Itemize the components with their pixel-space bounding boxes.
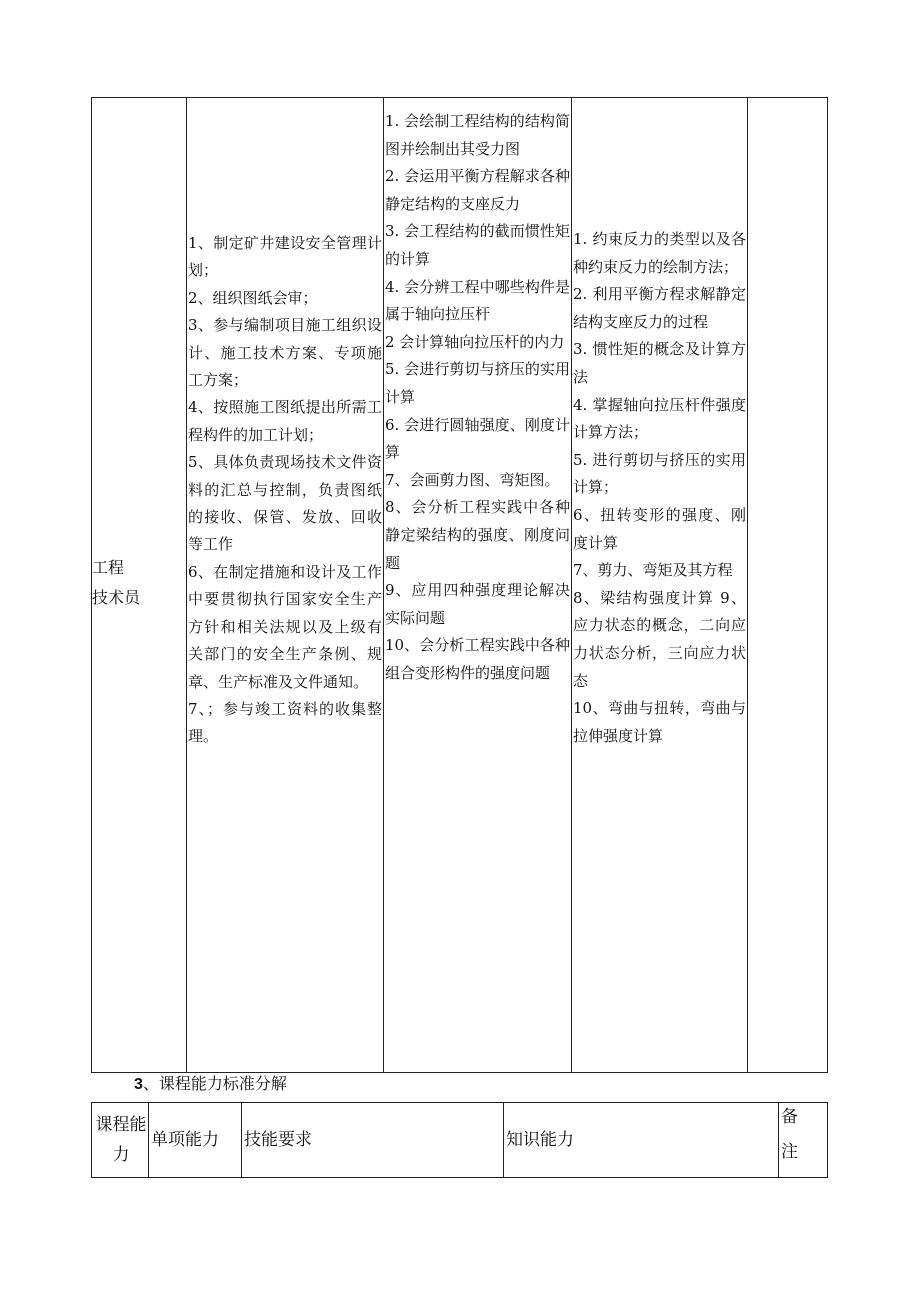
duty-item: 7、；参与竣工资料的收集整理。 — [188, 699, 382, 746]
column-divider — [186, 97, 187, 1073]
table-border-top — [91, 1102, 828, 1103]
skill-item: 6. 会进行圆轴强度、刚度计算 — [385, 415, 570, 462]
duty-item: 4、按照施工图纸提出所需工程构件的加工计划； — [188, 398, 382, 444]
skill-item: 2 会计算轴向拉压杆的内力 — [385, 332, 565, 351]
table-border-left — [91, 1102, 92, 1178]
table-border-right — [827, 97, 828, 1073]
knowledge-cell — [573, 226, 746, 750]
column-divider — [241, 1102, 242, 1178]
section-title: 、课程能力标准分解 — [142, 1074, 287, 1093]
skills-cell — [385, 108, 570, 687]
duties-cell — [188, 230, 382, 751]
skill-item: 8、会分析工程实践中各种静定梁结构的强度、刚度问题 — [385, 498, 570, 572]
header-line: 课程能 — [95, 1115, 147, 1135]
role-line-2: 技术员 — [92, 588, 141, 607]
knowledge-item: 2. 利用平衡方程求解静定结构支座反力的过程 — [573, 285, 746, 331]
column-divider — [571, 97, 572, 1073]
header-remarks — [781, 1100, 798, 1170]
header-line: 备 — [781, 1107, 798, 1127]
column-divider — [747, 97, 748, 1073]
column-divider — [383, 97, 384, 1073]
header-single-ability: 单项能力 — [151, 1130, 219, 1150]
header-course-ability — [93, 1110, 149, 1170]
column-divider — [503, 1102, 504, 1178]
skill-item: 5. 会进行剪切与挤压的实用计算 — [385, 360, 570, 406]
skill-item: 4. 会分辨工程中哪些构件是属于轴向拉压杆 — [385, 277, 570, 324]
header-line: 力 — [112, 1145, 130, 1165]
duty-item: 3、参与编制项目施工组织设计、施工技术方案、专项施工方案； — [188, 316, 382, 390]
knowledge-item: 5. 进行剪切与挤压的实用计算； — [573, 450, 746, 497]
skill-item: 1. 会绘制工程结构的结构简图并绘制出其受力图 — [385, 112, 570, 158]
table-border-right — [827, 1102, 828, 1178]
knowledge-item: 4. 掌握轴向拉压杆件强度计算方法； — [573, 395, 746, 442]
duty-item: 6、在制定措施和设计及工作中要贯彻执行国家安全生产方针和相关法规以及上级有关部门的安全生产条例、规章、生产标准及文件通知。 — [188, 562, 382, 691]
knowledge-item: 7、剪力、弯矩及其方程 — [573, 561, 733, 580]
duty-item: 1、制定矿井建设安全管理计划； — [188, 234, 382, 280]
knowledge-item: 6、扭转变形的强度、刚度计算 — [573, 505, 746, 552]
duty-item: 2、组织图纸会审； — [188, 288, 318, 307]
header-skill-requirement: 技能要求 — [244, 1130, 312, 1150]
section-heading — [134, 1072, 287, 1097]
duty-item: 5、具体负责现场技术文件资料的汇总与控制，负责图纸的接收、保管、发放、回收等工作 — [188, 453, 382, 554]
skill-item: 2. 会运用平衡方程解求各种静定结构的支座反力 — [385, 167, 570, 213]
skill-item: 10、会分析工程实践中各种组合变形构件的强度问题 — [385, 636, 570, 682]
table-border-bottom — [91, 1177, 828, 1178]
knowledge-item: 8、梁结构强度计算 9、应力状态的概念，二向应力状态分析，三向应力状态 — [573, 588, 746, 690]
knowledge-item: 1. 约束反力的类型以及各种约束反力的绘制方法； — [573, 230, 746, 276]
section-number: 3 — [134, 1076, 143, 1093]
column-divider — [778, 1102, 779, 1178]
skill-item: 9、应用四种强度理论解决实际问题 — [385, 581, 570, 627]
knowledge-item: 10、弯曲与扭转，弯曲与拉伸强度计算 — [573, 699, 746, 745]
skill-item: 3. 会工程结构的截而惯性矩的计算 — [385, 222, 570, 268]
role-line-1: 工程 — [92, 558, 125, 577]
knowledge-item: 3. 惯性矩的概念及计算方法 — [573, 340, 746, 386]
table-border-top — [91, 97, 828, 98]
skill-item: 7、会画剪力图、弯矩图。 — [385, 470, 560, 489]
header-knowledge-ability: 知识能力 — [506, 1130, 574, 1150]
header-line: 注 — [781, 1142, 798, 1162]
role-cell — [92, 553, 184, 613]
